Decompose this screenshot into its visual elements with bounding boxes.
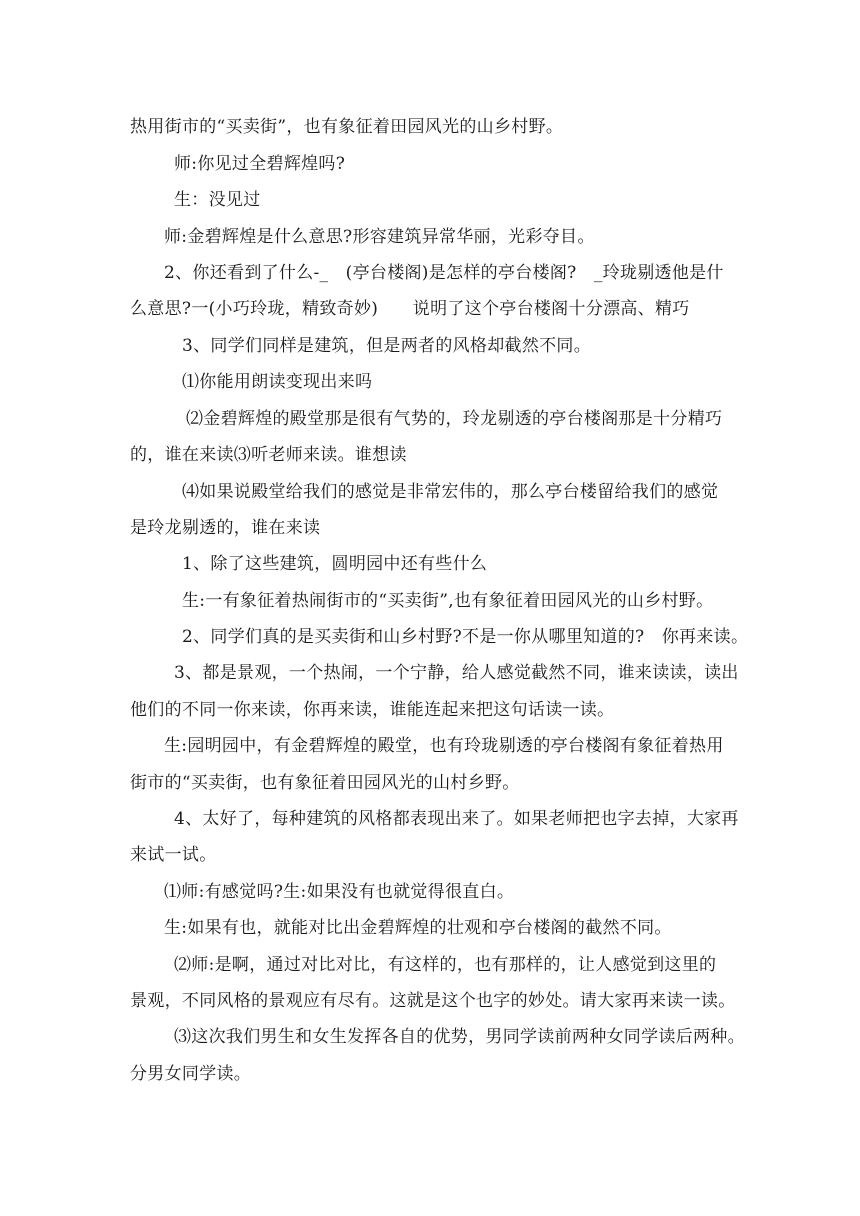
text-line: ⑶这次我们男生和女生发挥各自的优势，男同学读前两种女同学读后两种。 xyxy=(174,1027,745,1047)
text-line: ⑴师:有感觉吗?生:如果没有也就觉得很直白。 xyxy=(164,882,515,902)
text-line: 的，谁在来读⑶听老师来读。谁想读 xyxy=(130,445,407,465)
text-line: 2、同学们真的是买卖街和山乡村野?不是一你从哪里知道的? 你再来读。 xyxy=(182,627,749,647)
text-line: 4、太好了，每种建筑的风格都表现出来了。如果老师把也字去掉，大家再 xyxy=(174,809,739,829)
text-line: 景观，不同风格的景观应有尽有。这就是这个也字的妙处。请大家再来读一读。 xyxy=(130,991,736,1011)
text-line: 生:如果有也，就能对比出金碧辉煌的壮观和亭台楼阁的截然不同。 xyxy=(164,918,672,938)
text-line: 来试一试。 xyxy=(130,845,217,865)
text-line: 热用街市的“买卖街”，也有象征着田园风光的山乡村野。 xyxy=(130,117,564,137)
text-line: 街市的“买卖街，也有象征着田园风光的山村乡野。 xyxy=(130,773,520,793)
text-line: ⑵金碧辉煌的殿堂那是很有气势的，玲龙剔透的亭台楼阁那是十分精巧 xyxy=(186,409,723,429)
text-line: 分男女同学读。 xyxy=(130,1064,252,1084)
text-line: 是玲龙剔透的，谁在来读 xyxy=(130,518,321,538)
text-line: 2、你还看到了什么-_ (亭台楼阁)是怎样的亭台楼阁? _玲珑剔透他是什 xyxy=(164,263,724,283)
text-line: 他们的不同一你来读，你再来读，谁能连起来把这句话读一读。 xyxy=(130,700,615,720)
text-line: 师:金碧辉煌是什么意思?形容建筑异常华丽，光彩夺目。 xyxy=(164,227,595,247)
text-line: ⑴你能用朗读变现出来吗 xyxy=(182,372,373,392)
text-line: 3、都是景观，一个热闹，一个宁静，给人感觉截然不同，谁来读读，读出 xyxy=(174,663,739,683)
text-line: 么意思?一(小巧玲珑，精致奇妙) 说明了这个亭台楼阁十分漂高、精巧 xyxy=(130,299,690,319)
text-line: ⑵师:是啊，通过对比对比，有这样的，也有那样的，让人感觉到这里的 xyxy=(174,955,717,975)
text-line: 生:园明园中，有金碧辉煌的殿堂，也有玲珑剔透的亭台楼阁有象征着热用 xyxy=(164,736,724,756)
text-line: 1、除了这些建筑，圆明园中还有些什么 xyxy=(182,554,488,574)
text-line: 师:你见过全碧辉煌吗? xyxy=(174,154,346,174)
text-line: 生：没见过 xyxy=(174,190,261,210)
text-line: 生:一有象征着热闹街市的“买卖街”,也有象征着田园风光的山乡村野。 xyxy=(182,591,714,611)
text-line: ⑷如果说殿堂给我们的感觉是非常宏伟的，那么亭台楼留给我们的感觉 xyxy=(182,482,719,502)
text-line: 3、同学们同样是建筑，但是两者的风格却截然不同。 xyxy=(182,336,592,356)
